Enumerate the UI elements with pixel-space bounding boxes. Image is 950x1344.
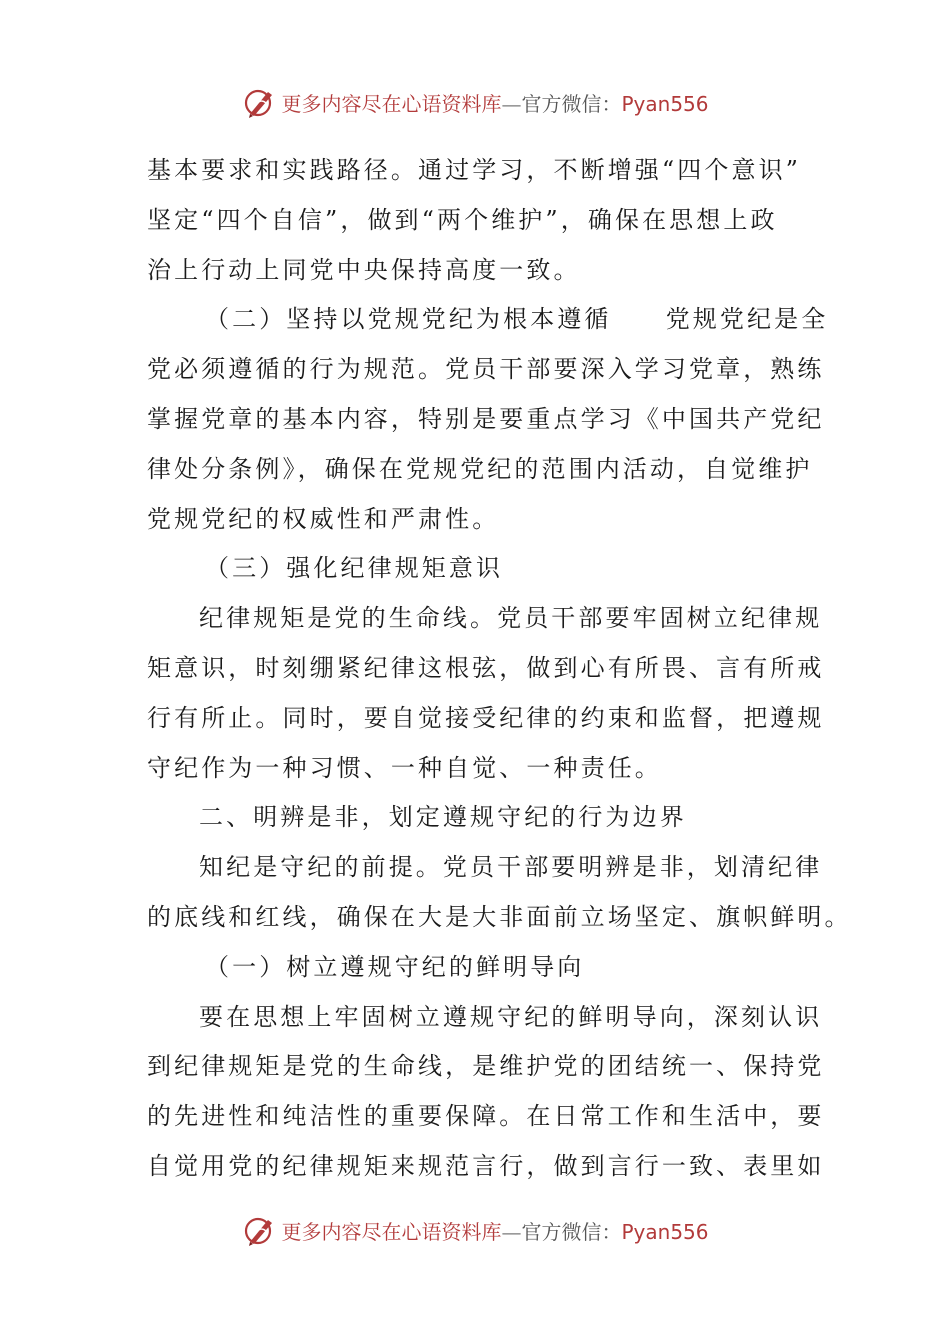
banner-main-text: 更多内容尽在心语资料库 — [281, 1219, 502, 1244]
banner-dash: — — [501, 1219, 522, 1244]
subheading-line: （三）强化纪律规矩意识 — [205, 554, 504, 583]
subheading-line: （一）树立遵规守纪的鲜明导向 — [205, 952, 585, 981]
text-line: 知纪是守纪的前提。党员干部要明辨是非，划清纪律 — [199, 853, 823, 882]
subheading-line: （二）坚持以党规党纪为根本遵循 党规党纪是全 — [205, 305, 829, 334]
text-line: 的底线和红线，确保在大是大非面前立场坚定、旗帜鲜明。 — [147, 902, 852, 931]
text-line: 党规党纪的权威性和严肃性。 — [147, 504, 500, 533]
text-line: 矩意识，时刻绷紧纪律这根弦，做到心有所畏、言有所戒 — [147, 653, 825, 682]
text-line: 基本要求和实践路径。通过学习，不断增强“四个意识” — [147, 156, 802, 184]
header-banner — [0, 82, 950, 122]
section-heading-line: 二、明辨是非，划定遵规守纪的行为边界 — [199, 803, 687, 832]
text-line: 坚定“四个自信”，做到“两个维护”，确保在思想上政 — [147, 205, 778, 234]
text-line: 党必须遵循的行为规范。党员干部要深入学习党章，熟练 — [147, 355, 825, 384]
text-line: 掌握党章的基本内容，特别是要重点学习《中国共产党纪 — [147, 404, 825, 433]
pen-logo-icon — [241, 1212, 277, 1248]
text-line: 到纪律规矩是党的生命线，是维护党的团结统一、保持党 — [147, 1052, 825, 1081]
text-line: 纪律规矩是党的生命线。党员干部要牢固树立纪律规 — [199, 604, 823, 633]
pen-logo-icon — [241, 84, 277, 120]
text-line: 的先进性和纯洁性的重要保障。在日常工作和生活中，要 — [147, 1102, 825, 1131]
document-body — [147, 146, 852, 1192]
text-line: 要在思想上牢固树立遵规守纪的鲜明导向，深刻认识 — [199, 1002, 823, 1031]
banner-wechat-label: 官方微信： — [521, 91, 622, 116]
banner-wechat-id: Pyan556 — [621, 1219, 709, 1244]
banner-wechat-label: 官方微信： — [521, 1219, 622, 1244]
banner-wechat-id: Pyan556 — [621, 91, 709, 116]
banner-main-text: 更多内容尽在心语资料库 — [281, 91, 502, 116]
text-line: 律处分条例》，确保在党规党纪的范围内活动，自觉维护 — [147, 454, 813, 483]
text-line: 守纪作为一种习惯、一种自觉、一种责任。 — [147, 753, 662, 782]
banner-dash: — — [501, 91, 522, 116]
footer-banner — [0, 1210, 950, 1250]
text-line: 行有所止。同时，要自觉接受纪律的约束和监督，把遵规 — [147, 703, 825, 732]
text-line: 治上行动上同党中央保持高度一致。 — [147, 255, 581, 284]
text-line: 自觉用党的纪律规矩来规范言行，做到言行一致、表里如 — [147, 1151, 825, 1180]
